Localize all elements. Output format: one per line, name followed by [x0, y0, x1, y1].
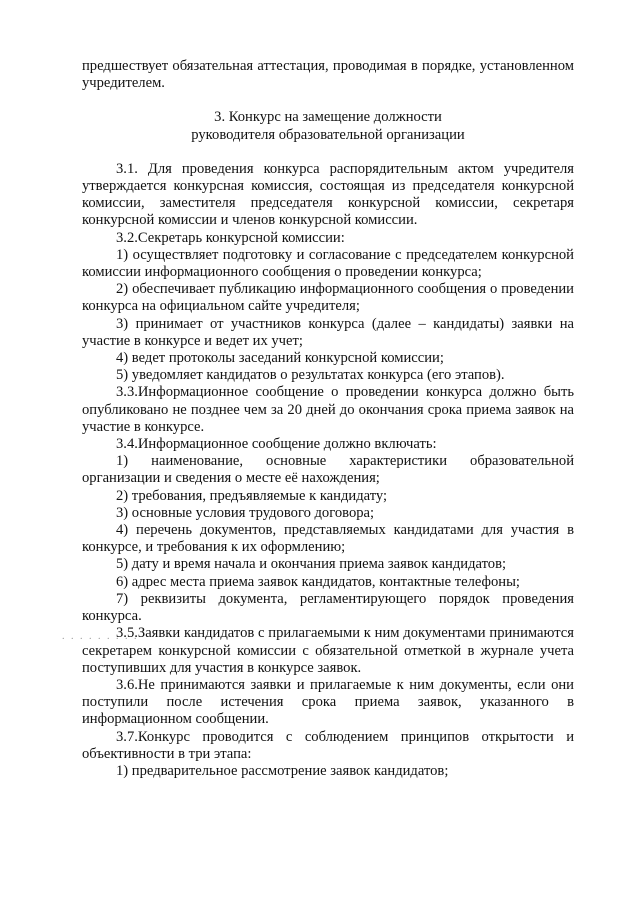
- list-item-3-2-1: 1) осуществляет подготовку и согласование с председателем конкурсной комиссии информационного сообщения о проведении конкурса;: [82, 246, 574, 281]
- spacer: [82, 144, 574, 161]
- list-item-3-4-5: 5) дату и время начала и окончания приема заявок кандидатов;: [116, 556, 507, 573]
- list-item-3-4-1: 1) наименование, основные характеристики образовательной организации и сведения о месте её нахождения;: [82, 453, 574, 487]
- list-item-3-4-6: 6) адрес места приема заявок кандидатов, контактные телефоны;: [116, 573, 520, 590]
- list-item-3-2-2: 2) обеспечивает публикацию информационного сообщения о проведении конкурса на официальном сайте учредителя;: [82, 281, 574, 315]
- section-title-line-1: 3. Конкурс на замещение должности: [214, 109, 442, 126]
- paragraph-3-4: 3.4.Информационное сообщение должно включать:: [116, 436, 437, 453]
- list-item-3-2-3: 3) принимает от участников конкурса (далее – кандидаты) заявки на участие в конкурсе и ведет их учет;: [82, 315, 574, 349]
- list-item-3-4-3: 3) основные условия трудового договора;: [116, 504, 375, 521]
- list-item-3-2-5: 5) уведомляет кандидатов о результатах конкурса (его этапов).: [116, 367, 505, 384]
- scan-artifact-dots: . . . . . . . . .: [62, 631, 139, 642]
- list-item-3-7-1: 1) предварительное рассмотрение заявок кандидатов;: [116, 762, 449, 779]
- list-item-3-4-4: 4) перечень документов, представляемых кандидатами для участия в конкурсе, и требования к их оформлению;: [82, 522, 574, 556]
- section-title-line-2: руководителя образовательной организации: [191, 126, 465, 143]
- paragraph-3-7: 3.7.Конкурс проводится с соблюдением принципов открытости и объективности в три этапа:: [82, 728, 574, 762]
- list-item-3-4-2: 2) требования, предъявляемые к кандидату;: [116, 487, 388, 504]
- intro-paragraph: предшествует обязательная аттестация, проводимая в порядке, установленном учредителем.: [82, 58, 574, 92]
- paragraph-3-6: 3.6.Не принимаются заявки и прилагаемые к ним документы, если они поступили после истечения срока приема заявок, указанного в информационном сообщении.: [82, 676, 574, 728]
- paragraph-3-2: 3.2.Секретарь конкурсной комиссии:: [116, 229, 345, 246]
- list-item-3-2-4: 4) ведет протоколы заседаний конкурсной комиссии;: [116, 350, 444, 367]
- list-item-3-4-7: 7) реквизиты документа, регламентирующего порядок проведения конкурса.: [82, 590, 574, 625]
- spacer: [82, 92, 574, 109]
- paragraph-3-5: 3.5.Заявки кандидатов с прилагаемыми к ним документами принимаются секретарем конкурсной комиссии с обязательной отметкой в журнале учета поступивших для участия в конкурсе заявок.: [82, 625, 574, 676]
- paragraph-3-1: 3.1. Для проведения конкурса распорядительным актом учредителя утверждается конкурсная комиссия, состоящая из председателя конкурсной комиссии, заместителя председателя конкурсной комиссии, секретаря конкурсной комиссии и членов конкурсной комиссии.: [82, 160, 574, 229]
- paragraph-3-3: 3.3.Информационное сообщение о проведении конкурса должно быть опубликовано не позднее чем за 20 дней до окончания срока приема заявок на участие в конкурсе.: [82, 384, 574, 435]
